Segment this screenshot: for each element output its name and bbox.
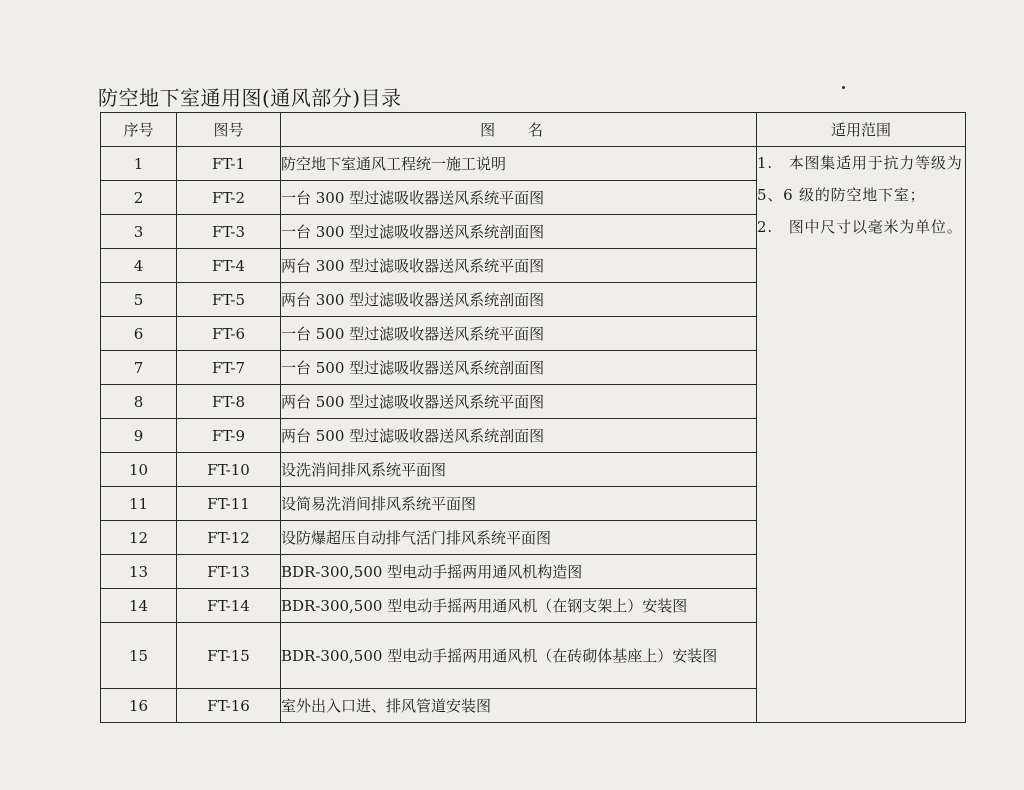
ink-dot	[842, 86, 845, 89]
header-seq: 序号	[101, 113, 177, 147]
row-name: 设洗消间排风系统平面图	[281, 453, 757, 487]
page-title: 防空地下室通用图(通风部分)目录	[98, 86, 402, 110]
row-code: FT-1	[177, 147, 281, 181]
row-seq: 8	[101, 385, 177, 419]
row-code: FT-3	[177, 215, 281, 249]
row-name: 两台 500 型过滤吸收器送风系统剖面图	[281, 419, 757, 453]
row-seq: 3	[101, 215, 177, 249]
row-code: FT-14	[177, 589, 281, 623]
row-seq: 13	[101, 555, 177, 589]
scope-note: 1. 本图集适用于抗力等级为 5、6 级的防空地下室；	[757, 154, 963, 204]
row-seq: 9	[101, 419, 177, 453]
header-code: 图号	[177, 113, 281, 147]
row-seq: 10	[101, 453, 177, 487]
table-body	[101, 147, 966, 723]
catalog-table	[100, 112, 966, 723]
row-name: 两台 300 型过滤吸收器送风系统剖面图	[281, 283, 757, 317]
row-name: BDR-300,500 型电动手摇两用通风机（在砖砌体基座上）安装图	[281, 623, 757, 689]
row-name: 两台 500 型过滤吸收器送风系统平面图	[281, 385, 757, 419]
row-code: FT-10	[177, 453, 281, 487]
row-seq: 16	[101, 689, 177, 723]
row-seq: 1	[101, 147, 177, 181]
row-name: BDR-300,500 型电动手摇两用通风机构造图	[281, 555, 757, 589]
row-code: FT-15	[177, 623, 281, 689]
header-name: 图 名	[281, 113, 757, 147]
row-code: FT-13	[177, 555, 281, 589]
row-name: 防空地下室通风工程统一施工说明	[281, 147, 757, 181]
row-code: FT-7	[177, 351, 281, 385]
row-seq: 2	[101, 181, 177, 215]
scope-cell	[757, 147, 966, 723]
row-code: FT-8	[177, 385, 281, 419]
row-code: FT-5	[177, 283, 281, 317]
row-code: FT-6	[177, 317, 281, 351]
row-name: 一台 500 型过滤吸收器送风系统剖面图	[281, 351, 757, 385]
row-name: 设防爆超压自动排气活门排风系统平面图	[281, 521, 757, 555]
row-name: 室外出入口进、排风管道安装图	[281, 689, 757, 723]
table-row	[101, 147, 966, 181]
row-code: FT-11	[177, 487, 281, 521]
row-code: FT-4	[177, 249, 281, 283]
row-seq: 11	[101, 487, 177, 521]
row-code: FT-2	[177, 181, 281, 215]
row-seq: 5	[101, 283, 177, 317]
header-scope: 适用范围	[757, 113, 966, 147]
row-name: 一台 300 型过滤吸收器送风系统剖面图	[281, 215, 757, 249]
row-name: 设简易洗消间排风系统平面图	[281, 487, 757, 521]
scope-note: 2. 图中尺寸以毫米为单位。	[757, 218, 963, 236]
row-seq: 12	[101, 521, 177, 555]
row-seq: 6	[101, 317, 177, 351]
row-code: FT-12	[177, 521, 281, 555]
row-seq: 7	[101, 351, 177, 385]
row-seq: 14	[101, 589, 177, 623]
row-seq: 4	[101, 249, 177, 283]
row-code: FT-16	[177, 689, 281, 723]
row-name: 一台 300 型过滤吸收器送风系统平面图	[281, 181, 757, 215]
row-name: 两台 300 型过滤吸收器送风系统平面图	[281, 249, 757, 283]
row-name: BDR-300,500 型电动手摇两用通风机（在钢支架上）安装图	[281, 589, 757, 623]
row-code: FT-9	[177, 419, 281, 453]
table-header-row	[101, 113, 966, 147]
row-seq: 15	[101, 623, 177, 689]
row-name: 一台 500 型过滤吸收器送风系统平面图	[281, 317, 757, 351]
